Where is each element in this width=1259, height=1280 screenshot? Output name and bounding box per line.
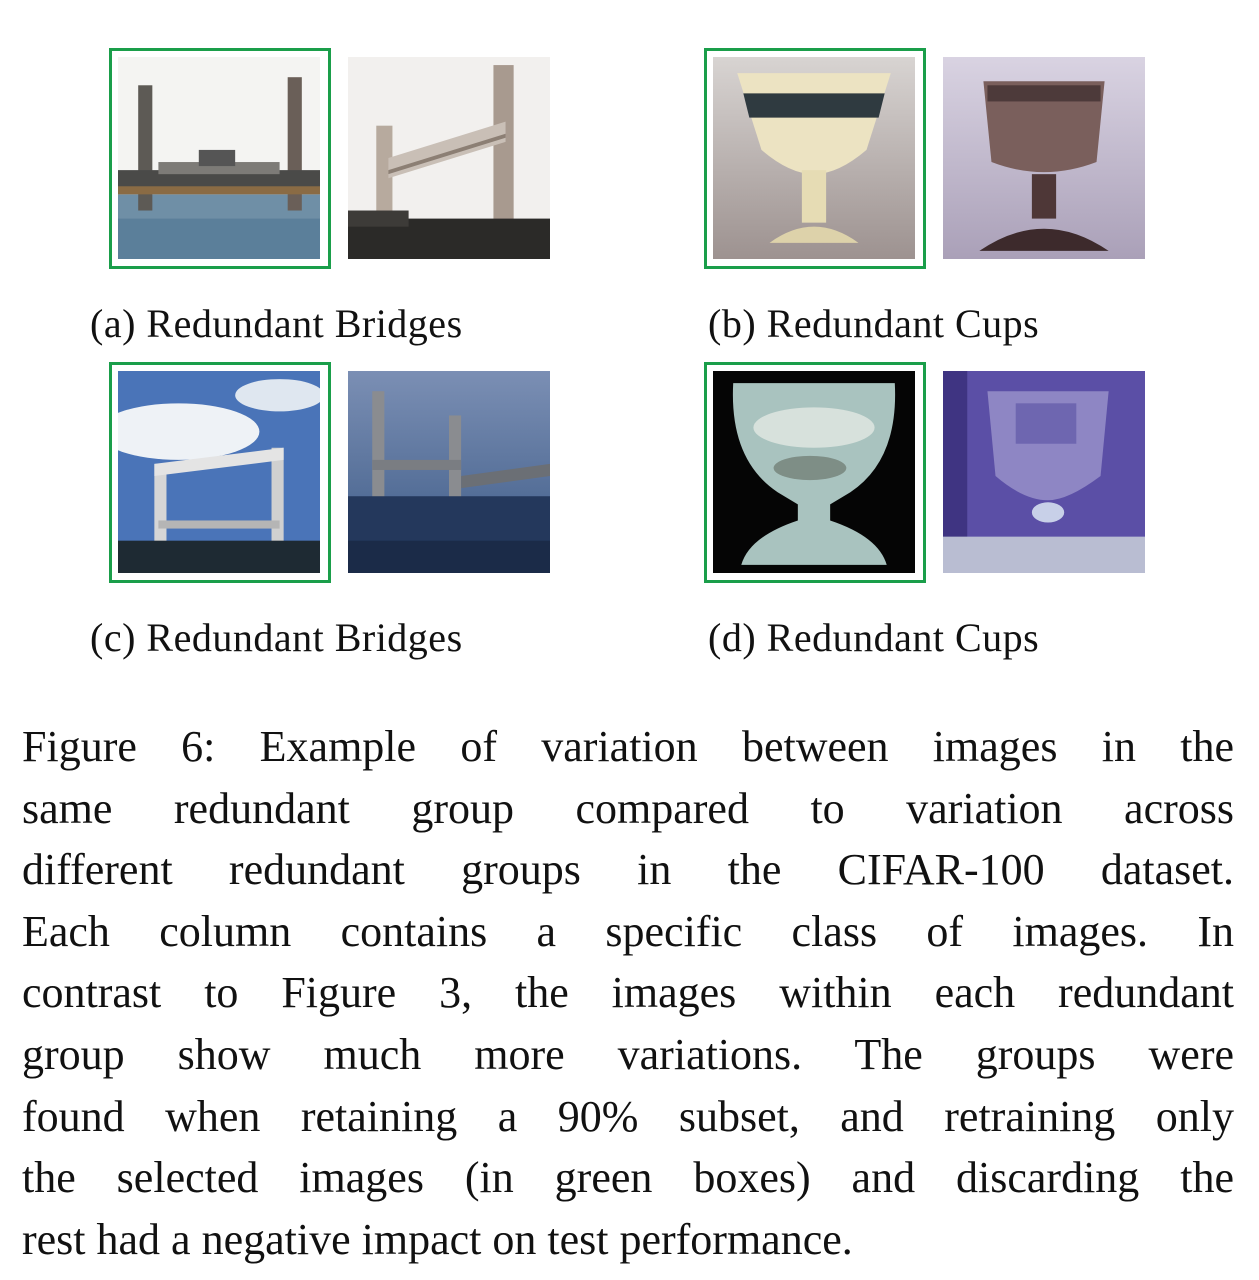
caption-line: rest had a negative impact on test performance.	[22, 1214, 853, 1264]
caption-line: different redundant groups in the CIFAR-100 dataset.	[22, 845, 1234, 895]
subfigure-label: (a) Redundant Bridges	[90, 301, 463, 346]
figure-caption	[22, 716, 1234, 1270]
caption-line: same redundant group compared to variation across	[22, 783, 1234, 833]
bridge-image-selected	[118, 371, 320, 573]
caption-line: Figure 6: Example of variation between images in the	[22, 722, 1234, 771]
cup-image	[943, 371, 1145, 573]
bridge-image	[348, 371, 550, 573]
subfigure-label: (d) Redundant Cups	[708, 615, 1040, 660]
bridge-image	[348, 57, 550, 259]
cup-image	[943, 57, 1145, 259]
caption-line: contrast to Figure 3, the images within each redundant	[22, 968, 1234, 1018]
bridge-image-selected	[118, 57, 320, 259]
caption-line: the selected images (in green boxes) and discarding the	[22, 1153, 1234, 1203]
caption-line: Each column contains a specific class of images. In	[22, 906, 1234, 956]
cup-image-selected	[713, 57, 915, 259]
cup-image-selected	[713, 371, 915, 573]
subfigure-label: (c) Redundant Bridges	[90, 615, 463, 660]
caption-line: group show much more variations. The groups were	[22, 1029, 1234, 1079]
caption-line: found when retaining a 90% subset, and retraining only	[22, 1091, 1234, 1141]
subfigure-label: (b) Redundant Cups	[708, 301, 1040, 346]
